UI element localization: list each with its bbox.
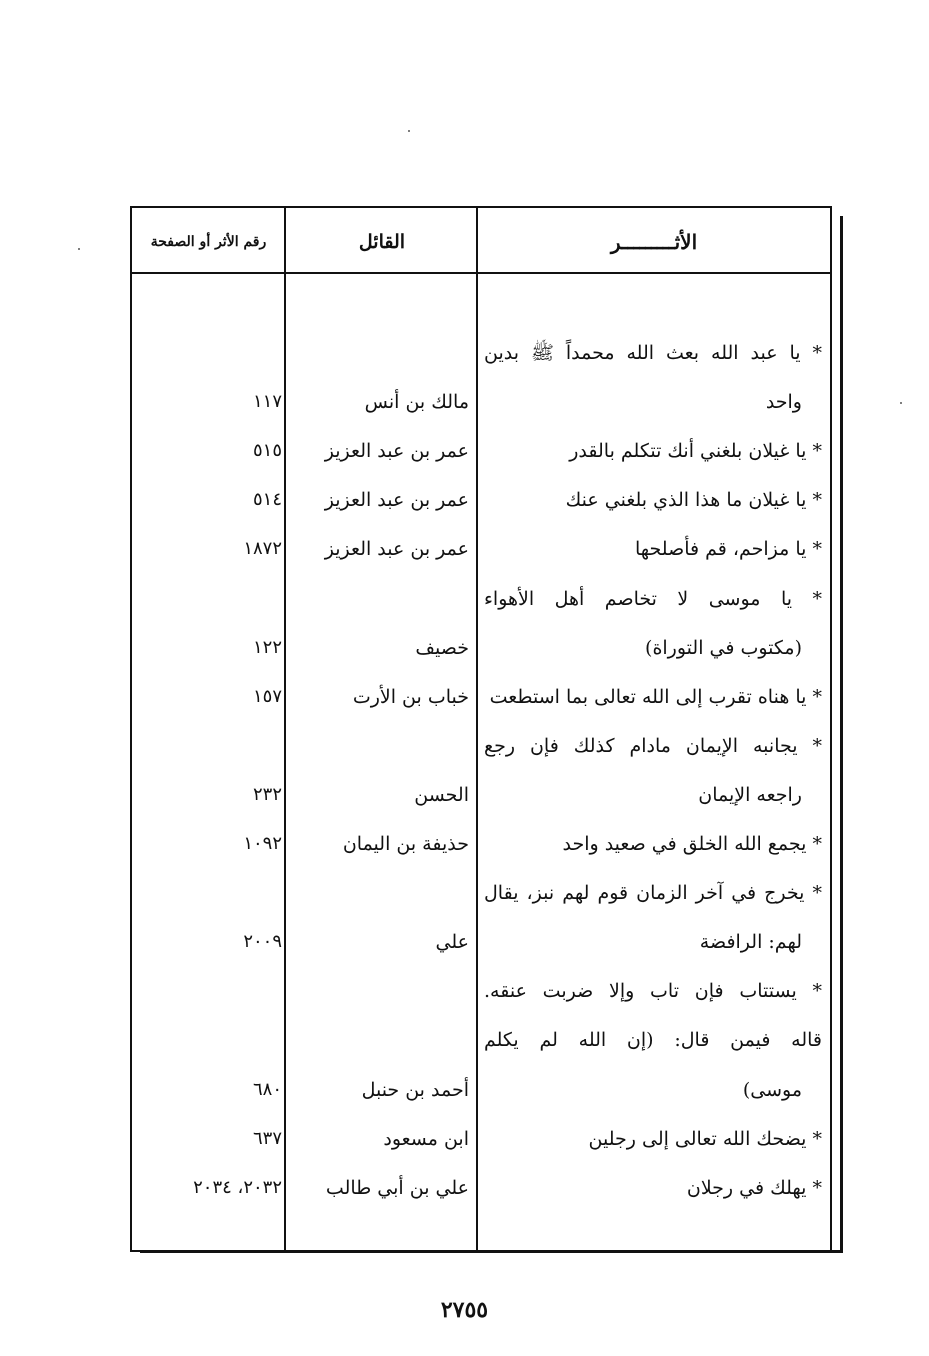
athar-text: * يضحك الله تعالى إلى رجلين: [588, 1127, 822, 1150]
table-row: [132, 526, 830, 572]
athar-text: * يجانبه الإيمان مادام كذلك فإن رجع: [484, 734, 822, 757]
table-row: [132, 772, 830, 818]
header-divider: [130, 272, 832, 274]
qail-text: علي بن أبي طالب: [325, 1176, 469, 1199]
table-row: [132, 1067, 830, 1113]
qail-text: ابن مسعود: [383, 1127, 469, 1150]
reference-number: ٥١٤: [252, 489, 282, 511]
athar-text: * يخرج في آخر الزمان قوم لهم نبز، يقال: [484, 882, 822, 905]
table-row: [132, 821, 830, 867]
athar-text: واحد: [765, 391, 802, 414]
reference-number: ٦٨٠: [252, 1078, 282, 1100]
table-row: [132, 674, 830, 720]
athar-text: موسى): [742, 1078, 802, 1101]
table-row: [132, 379, 830, 425]
scan-speck: [408, 130, 410, 132]
athar-text: * يا هناه تقرب إلى الله تعالى بما استطعت: [489, 685, 822, 708]
header-number: رقم الأثر أو الصفحة: [150, 234, 267, 250]
qail-text: أحمد بن حنبل: [361, 1078, 469, 1101]
athar-text: لهم: الرافضة: [699, 931, 802, 954]
reference-number: ٢٠٠٩: [243, 931, 282, 953]
table-row: [132, 919, 830, 965]
qail-text: مالك بن أنس: [364, 391, 469, 414]
reference-number: ٦٣٧: [252, 1127, 282, 1149]
qail-text: خباب بن الأرت: [352, 685, 469, 708]
qail-text: خصيف: [415, 636, 469, 659]
qail-text: عمر بن عبد العزيز: [324, 489, 469, 512]
reference-number: ١٢٢: [252, 636, 282, 658]
reference-number: ١٨٧٢: [243, 538, 282, 560]
header-athar: الأثـــــــــر: [610, 230, 698, 254]
reference-number: ١٠٩٢: [243, 833, 282, 854]
table-row: [132, 1017, 830, 1063]
qail-text: عمر بن عبد العزيز: [324, 538, 469, 561]
athar-text: * يا غيلان ما هذا الذي بلغني عنك: [565, 489, 822, 512]
reference-number: ٢٠٣٢، ٢٠٣٤: [193, 1176, 282, 1198]
reference-number: ٢٣٢: [252, 783, 282, 805]
athar-text: راجعه الإيمان: [698, 783, 802, 806]
scan-speck: [900, 402, 902, 404]
reference-number: ١١٧: [252, 391, 282, 413]
athar-text: * يجمع الله الخلق في صعيد واحد: [562, 833, 822, 855]
athar-text: * يا مزاحم، قم فأصلحها: [634, 538, 822, 561]
qail-text: الحسن: [414, 783, 469, 806]
qail-text: حذيفة بن اليمان: [342, 833, 469, 855]
athar-text: (مكتوب في التوراة): [645, 636, 802, 659]
athar-text: * يهلك في رجلان: [686, 1176, 822, 1199]
table-row: [132, 968, 830, 1014]
table-row: [132, 428, 830, 474]
table-row: [132, 870, 830, 916]
athar-text: * يا عبد الله بعث الله محمداً ﷺ بدين: [484, 342, 822, 364]
athar-text: * يا غيلان بلغني أنك تتكلم بالقدر: [569, 440, 822, 463]
athar-text: * يستتاب فإن تاب وإلا ضربت عنقه.: [484, 980, 822, 1003]
reference-number: ١٥٧: [252, 685, 282, 707]
header-qail: القائل: [358, 231, 406, 253]
qail-text: علي: [435, 931, 469, 954]
table-row: [132, 1116, 830, 1162]
qail-text: عمر بن عبد العزيز: [324, 440, 469, 463]
table-shadow-right: [840, 216, 843, 1253]
table-row: [132, 723, 830, 769]
athar-text: * يا موسى لا تخاصم أهل الأهواء: [484, 587, 822, 610]
table-row: [132, 576, 830, 622]
athar-text: قاله فيمن قال: (إن الله لم يكلم: [484, 1029, 822, 1052]
table-row: [132, 1165, 830, 1211]
page-number: ٢٧٥٥: [440, 1297, 489, 1323]
table-row: [132, 477, 830, 523]
table-row: [132, 330, 830, 376]
table-row: [132, 625, 830, 671]
reference-number: ٥١٥: [252, 440, 282, 462]
scan-speck: [78, 248, 80, 250]
table-shadow-bottom: [140, 1250, 842, 1253]
